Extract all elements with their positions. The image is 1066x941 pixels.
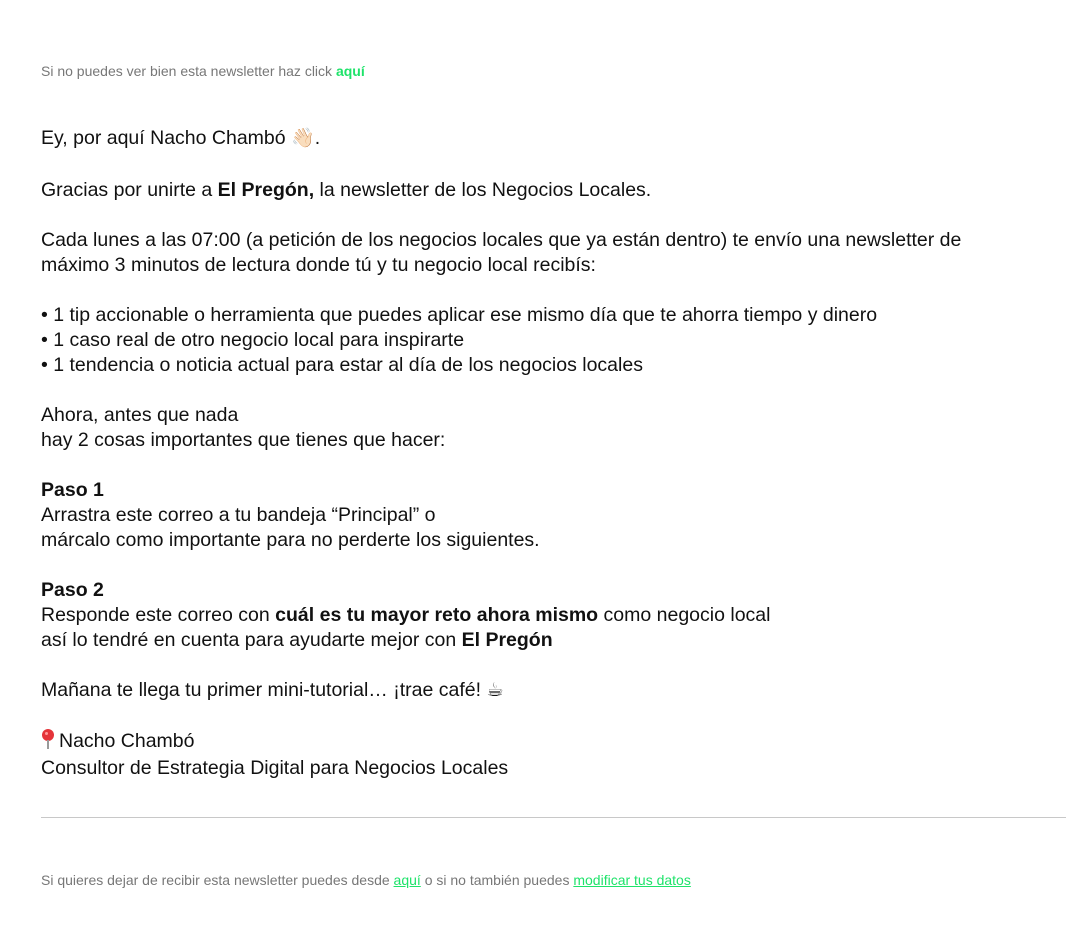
step-2-line-2 <box>41 628 1051 653</box>
welcome-paragraph <box>41 178 1051 203</box>
intro-paragraph <box>41 403 1051 453</box>
greeting-paragraph <box>41 126 1051 151</box>
step-2-highlight: cuál es tu mayor reto ahora mismo <box>275 604 599 626</box>
unsubscribe-link[interactable]: aquí <box>393 872 421 888</box>
schedule-line-2: máximo 3 minutos de lectura donde tú y tu negocio local recibís: <box>41 254 596 276</box>
step-2-brand: El Pregón <box>461 629 553 651</box>
closing-paragraph <box>41 678 1051 703</box>
greeting-text: Ey, por aquí Nacho Chambó <box>41 127 286 149</box>
modify-data-link[interactable]: modificar tus datos <box>573 872 691 888</box>
coffee-icon: ☕ <box>486 679 504 701</box>
email-body <box>41 126 1051 807</box>
signature <box>41 728 1051 782</box>
signature-role: Consultor de Estrategia Digital para Negocios Locales <box>41 757 509 779</box>
step-2-line-1-suffix: como negocio local <box>603 604 771 626</box>
intro-line-1: Ahora, antes que nada <box>41 404 239 426</box>
benefit-item: • 1 caso real de otro negocio local para inspirarte <box>41 329 465 351</box>
step-1-line-2: márcalo como importante para no perderte los siguientes. <box>41 529 540 551</box>
welcome-prefix: Gracias por unirte a <box>41 179 213 201</box>
benefit-item: • 1 tendencia o noticia actual para estar al día de los negocios locales <box>41 354 643 376</box>
welcome-suffix: la newsletter de los Negocios Locales. <box>319 179 652 201</box>
footer-note <box>41 872 691 888</box>
footer-divider <box>41 817 1066 818</box>
step-1-title: Paso 1 <box>41 479 104 501</box>
view-online-link[interactable]: aquí <box>335 63 365 79</box>
step-2-line-2-prefix: así lo tendré en cuenta para ayudarte mejor con <box>41 629 457 651</box>
schedule-paragraph <box>41 228 1051 278</box>
view-online-text: Si no puedes ver bien esta newsletter haz click <box>41 63 333 79</box>
greeting-end: . <box>314 127 321 149</box>
schedule-line-1: Cada lunes a las 07:00 (a petición de los negocios locales que ya están dentro) te envío una newsletter de <box>41 229 962 251</box>
footer-text-middle: o si no también puedes <box>424 872 570 888</box>
waving-hand-icon: 👋🏻 <box>291 127 315 149</box>
signature-name-line <box>41 728 1051 755</box>
closing-text: Mañana te llega tu primer mini-tutorial… ¡trae café! <box>41 679 482 701</box>
view-online-note <box>41 63 365 79</box>
step-2 <box>41 578 1051 653</box>
benefit-item: • 1 tip accionable o herramienta que puedes aplicar ese mismo día que te ahorra tiempo y dinero <box>41 304 878 326</box>
benefits-list <box>41 303 1051 378</box>
step-2-line-1-prefix: Responde este correo con <box>41 604 270 626</box>
step-1-line-1: Arrastra este correo a tu bandeja “Principal” o <box>41 504 436 526</box>
brand-name: El Pregón, <box>217 179 315 201</box>
round-pushpin-icon <box>41 729 55 749</box>
step-2-line-1 <box>41 603 1051 628</box>
footer-text-prefix: Si quieres dejar de recibir esta newsletter puedes desde <box>41 872 390 888</box>
step-1 <box>41 478 1051 553</box>
step-2-title: Paso 2 <box>41 579 104 601</box>
signature-name: Nacho Chambó <box>59 730 195 752</box>
intro-line-2: hay 2 cosas importantes que tienes que hacer: <box>41 429 446 451</box>
